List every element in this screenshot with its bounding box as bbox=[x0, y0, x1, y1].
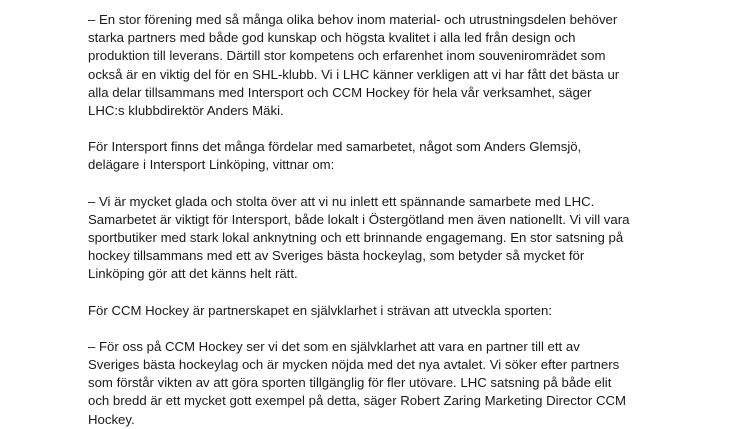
paragraph-ccm-intro: För CCM Hockey är partnerskapet en självklarhet i strävan att utveckla sporten: bbox=[88, 302, 552, 318]
paragraph-quote-maki: – En stor förening med så många olika behov inom material- och utrustningsdelen behöver starka partners med både god kunskap och högsta kvalitet i alla led från design och produktion till leverans. Därtill stor kompetens och erfarenhet inom souveniromrädet som också är en viktig del för en SHL-klubb. Vi i LHC känner verkligen att vi har fått det bästa ur alla delar tillsammans med Intersport och CCM Hockey för hela vår verksamhet, säger LHC:s klubbdirektör Anders Mäki. bbox=[88, 12, 620, 119]
paragraph-intersport-intro: För Intersport finns det många fördelar med samarbetet, något som Anders Glemsjö, delägare i Intersport Linköping, vittnar om: bbox=[88, 139, 582, 173]
paragraph-quote-zaring: – För oss på CCM Hockey ser vi det som en självklarhet att vara en partner till ett av Sveriges bästa hockeylag och är mycken nöjda med det nya avtalet. Vi söker efter partners som förstår vikten av att göra sporten tillgänglig för fler utövare. LHC satsning på både elit och bredd är ett mycket gott exempel på detta, säger Robert Zaring Marketing Director CCM Hockey. bbox=[88, 338, 626, 427]
document-page bbox=[88, 0, 688, 429]
paragraph-quote-glemsjo: – Vi är mycket glada och stolta över att vi nu inlett ett spännande samarbete med LHC. Samarbetet är viktigt för Intersport, både lokalt i Östergötland men även nationellt. Vi vill vara sportbutiker med stark lokal anknytning och ett brinnande engagemang. En stor satsning på hockey tillsammans med ett av Sveriges bästa hockeylag, som betyder så mycket för Linköping gör att det känns helt rätt. bbox=[88, 193, 630, 282]
